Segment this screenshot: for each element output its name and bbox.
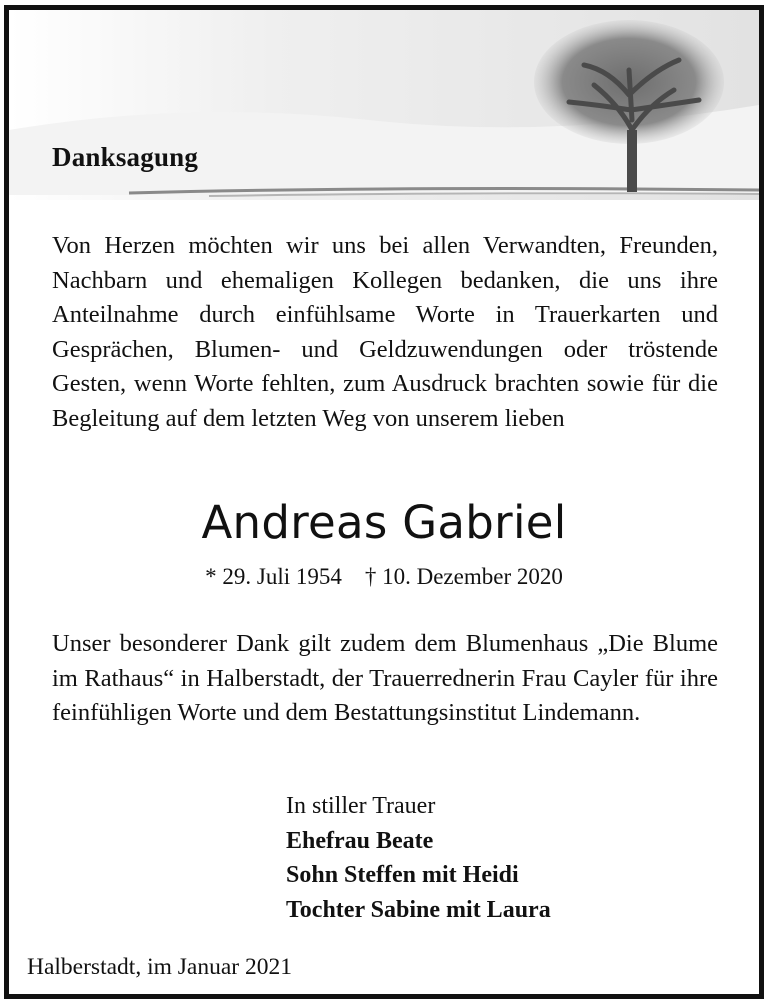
obituary-card	[4, 5, 764, 999]
mourners-block	[286, 789, 551, 927]
life-dates	[9, 564, 759, 590]
signature-intro: In stiller Trauer	[286, 793, 436, 819]
thanks-paragraph: Von Herzen möchten wir uns bei allen Verwandten, Freunden, Nachbarn und ehemaligen Kollegen bedanken, die uns ihre Anteilnahme durch einfühlsame Worte in Trauerkarten und Gesprächen, Blumen- und Geldzuwendungen oder tröstende Gesten, wenn Worte fehlten, zum Ausdruck brachten sowie für die Begleitung auf dem letzten Weg von unserem lieben	[52, 232, 718, 432]
death-date: † 10. Dezember 2020	[364, 564, 563, 589]
mourner-name: Tochter Sabine mit Laura	[286, 896, 551, 923]
deceased-name: Andreas Gabriel	[201, 496, 567, 549]
heading: Danksagung	[52, 142, 199, 172]
mourner-name: Sohn Steffen mit Heidi	[286, 862, 519, 888]
birth-date: * 29. Juli 1954	[205, 564, 342, 589]
place-and-date: Halberstadt, im Januar 2021	[27, 954, 292, 980]
mourner-name: Ehefrau Beate	[286, 827, 434, 854]
tree-landscape-illustration	[9, 10, 759, 215]
special-thanks-paragraph: Unser besonderer Dank gilt zudem dem Blumenhaus „Die Blume im Rathaus“ in Halberstadt, der Trauerrednerin Frau Cayler für ihre feinfühligen Worte und dem Bestattungsinstitut Lindemann.	[52, 630, 718, 726]
